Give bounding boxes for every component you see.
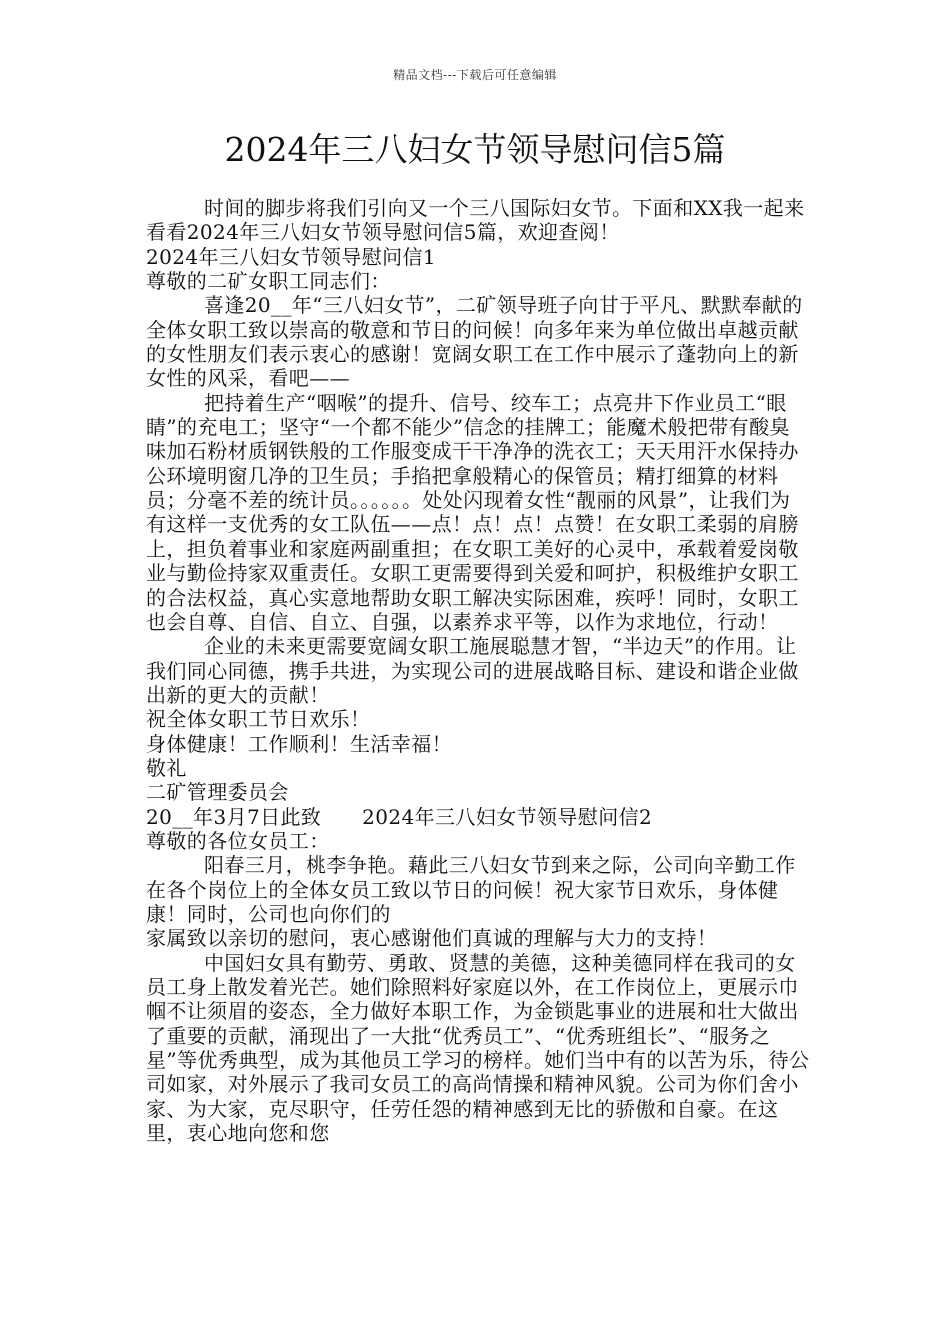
letter-1-signature: 二矿管理委员会 xyxy=(146,780,289,805)
header-note: 精品文档---下载后可任意编辑 xyxy=(393,68,557,82)
document-title: 2024年三八妇女节领导慰问信5篇 xyxy=(224,130,726,169)
letter-1-closing: 敬礼 xyxy=(146,755,187,780)
letter-1-heading: 2024年三八妇女节领导慰问信1 xyxy=(146,244,437,269)
letter-1-wish: 身体健康！工作顺利！生活幸福！ xyxy=(146,731,452,756)
letter-1-salutation: 尊敬的二矿女职工同志们： xyxy=(146,269,391,294)
letter-2-salutation: 尊敬的各位女员工： xyxy=(146,828,330,853)
document-body xyxy=(146,196,810,1145)
letter-1-paragraph: 喜逢20__年“三八妇女节”，二矿领导班子向甘于平凡、默默奉献的全体女职工致以崇高的敬意和节日的问候！向多年来为单位做出卓越贡献的女性朋友们表示衷心的感谢！宽阔女职工在工作中展示了蓬勃向上的新女性的风采，看吧—— xyxy=(146,293,803,391)
letter-1-paragraph: 企业的未来更需要宽阔女职工施展聪慧才智，“半边天”的作用。让我们同心同德，携手共进，为实现公司的进展战略目标、建设和谐企业做出新的更大的贡献！ xyxy=(146,634,799,707)
intro-paragraph: 时间的脚步将我们引向又一个三八国际妇女节。下面和XX我一起来看看2024年三八妇女节领导慰问信5篇，欢迎查阅！ xyxy=(146,196,805,245)
letter-1-paragraph: 把持着生产“咽喉”的提升、信号、绞车工；点亮井下作业员工“眼睛”的充电工；坚守“一个都不能少”信念的挂牌工；能魔术般把带有酸臭味加石粉材质钢铁般的工作服变成干干净净的洗衣工；天天用汗水保持办公环境明窗几净的卫生员；手掐把拿般精心的保管员；精打细算的材料员；分毫不差的统计员。。。。。。处处闪现着女性“靓丽的风景”，让我们为有这样一支优秀的女工队伍——点！点！点！点赞！在女职工柔弱的肩膀上，担负着事业和家庭两副重担；在女职工美好的心灵中，承载着爱岗敬业与勤俭持家双重责任。女职工更需要得到关爱和呵护，积极维护女职工的合法权益，真心实意地帮助女职工解决实际困难，疾呼！同时，女职工也会自尊、自信、自立、自强，以素养求平等，以作为求地位，行动！ xyxy=(146,390,799,634)
letter-1-wish: 祝全体女职工节日欢乐！ xyxy=(146,707,371,732)
letter-1-date-and-letter-2-heading: 20__年3月7日此致 2024年三八妇女节领导慰问信2 xyxy=(146,804,653,829)
letter-2-paragraph: 家属致以亲切的慰问，衷心感谢他们真诚的理解与大力的支持！ xyxy=(146,926,718,951)
letter-2-paragraph: 中国妇女具有勤劳、勇敢、贤慧的美德，这种美德同样在我司的女员工身上散发着光芒。她们除照料好家庭以外，在工作岗位上，更展示巾帼不让须眉的姿态，全力做好本职工作，为金锁匙事业的进展和壮大做出了重要的贡献，涌现出了一大批“优秀员工”、“优秀班组长”、“服务之星”等优秀典型，成为其他员工学习的榜样。她们当中有的以苦为乐，待公司如家，对外展示了我司女员工的高尚情操和精神风貌。公司为你们舍小家、为大家，克尽职守，任劳任怨的精神感到无比的骄傲和自豪。在这里，衷心地向您和您 xyxy=(146,950,810,1146)
letter-2-paragraph: 阳春三月，桃李争艳。藉此三八妇女节到来之际，公司向辛勤工作在各个岗位上的全体女员工致以节日的问候！祝大家节日欢乐，身体健康！同时，公司也向你们的 xyxy=(146,853,796,926)
